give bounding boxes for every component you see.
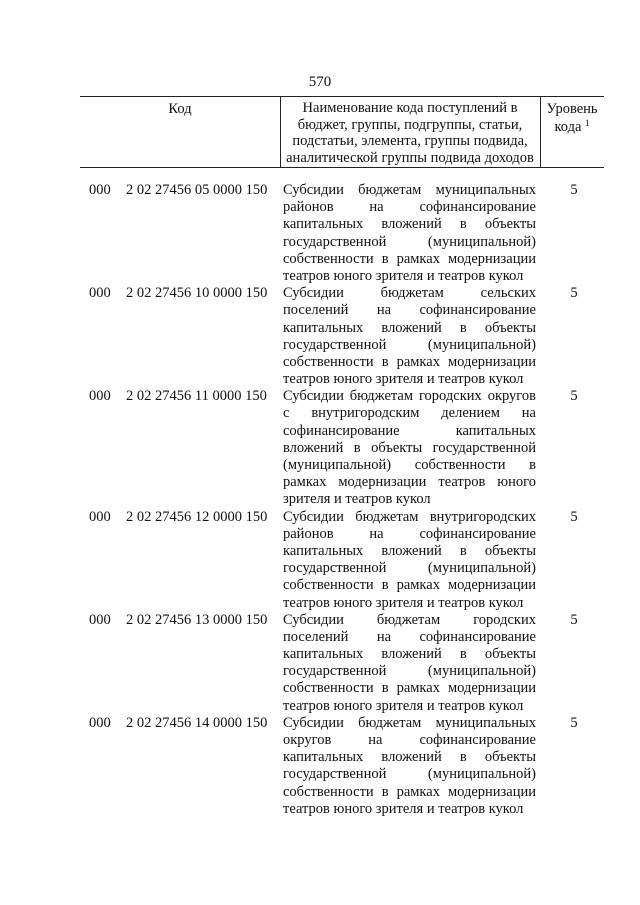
admin-code: 000 [89, 388, 111, 405]
header-name-line: подстатьи, элемента, группы подвида, [292, 133, 528, 149]
header-name-line: бюджет, группы, подгруппы, статьи, [297, 116, 523, 133]
description-line: капитальных вложений в объекты [283, 646, 536, 663]
description-line: капитальных вложений в объекты [283, 542, 536, 559]
description-line: районов на софинансирование [283, 199, 536, 216]
description-line: государственной (муниципальной) [283, 560, 536, 577]
description-line: поселений на софинансирование [283, 302, 536, 319]
description-line: капитальных вложений в объекты [283, 216, 536, 233]
description-line: государственной (муниципальной) [283, 663, 536, 680]
income-description [283, 509, 536, 612]
income-code: 2 02 27456 11 0000 150 [126, 388, 267, 405]
table-row [0, 715, 640, 818]
description-line: зрителя и театров кукол [283, 491, 431, 508]
description-line: Субсидии бюджетам городских [283, 611, 536, 628]
description-line: собственности в рамках модернизации [283, 577, 536, 594]
header-level [540, 100, 604, 136]
header-name-line: Наименование кода поступлений в [302, 100, 518, 116]
description-line: государственной (муниципальной) [283, 766, 536, 783]
description-line: собственности в рамках модернизации [283, 783, 536, 800]
code-level: 5 [570, 714, 578, 731]
income-code: 2 02 27456 10 0000 150 [126, 285, 268, 302]
table-header [80, 96, 604, 168]
description-line: собственности в рамках модернизации [283, 250, 536, 267]
admin-code: 000 [89, 508, 111, 525]
table-body [0, 182, 640, 818]
income-description [283, 182, 536, 285]
header-level-line1: Уровень [546, 101, 598, 117]
page-number: 570 [308, 74, 332, 90]
income-description [283, 715, 536, 818]
admin-code: 000 [89, 611, 111, 628]
description-line: театров юного зрителя и театров кукол [283, 800, 524, 817]
description-line: Субсидии бюджетам городских округов [283, 388, 536, 405]
income-code: 2 02 27456 14 0000 150 [126, 714, 268, 731]
description-line: районов на софинансирование [283, 525, 536, 542]
description-line: с внутригородским делением на [283, 405, 536, 422]
income-description [283, 612, 536, 715]
description-line: государственной (муниципальной) [283, 233, 536, 250]
income-description [283, 285, 536, 388]
description-line: собственности в рамках модернизации [283, 353, 536, 370]
income-code: 2 02 27456 13 0000 150 [126, 611, 268, 628]
header-name-line: аналитической группы подвида доходов [286, 149, 534, 166]
description-line: рамках модернизации театров юного [283, 474, 536, 491]
description-line: Субсидии бюджетам муниципальных [283, 714, 536, 731]
code-level: 5 [570, 388, 578, 405]
admin-code: 000 [89, 182, 111, 198]
description-line: (муниципальной) собственности в [283, 457, 536, 473]
description-line: капитальных вложений в объекты [283, 749, 536, 766]
header-level-footnote: 1 [585, 118, 590, 128]
admin-code: 000 [89, 714, 111, 731]
description-line: государственной (муниципальной) [283, 336, 536, 353]
income-code: 2 02 27456 05 0000 150 [126, 182, 268, 198]
description-line: театров юного зрителя и театров кукол [283, 697, 524, 714]
header-level-line2 [540, 118, 604, 136]
header-level-word: кода [554, 119, 582, 135]
code-level: 5 [570, 182, 578, 198]
description-line: Субсидии бюджетам внутригородских [283, 508, 536, 525]
description-line: округов на софинансирование [283, 732, 536, 748]
description-line: театров юного зрителя и театров кукол [283, 371, 524, 388]
header-name [280, 100, 540, 166]
description-line: собственности в рамках модернизации [283, 680, 536, 697]
income-code: 2 02 27456 12 0000 150 [126, 508, 268, 525]
description-line: театров юного зрителя и театров кукол [283, 267, 524, 284]
income-description [283, 388, 536, 508]
description-line: вложений в объекты государственной [283, 439, 536, 456]
table-row [0, 182, 640, 285]
description-line: поселений на софинансирование [283, 628, 536, 645]
description-line: Субсидии бюджетам муниципальных [283, 182, 536, 198]
description-line: софинансирование капитальных [283, 422, 536, 439]
code-level: 5 [570, 508, 578, 525]
description-line: Субсидии бюджетам сельских [283, 285, 536, 302]
table-row [0, 509, 640, 612]
table-row [0, 388, 640, 508]
table-row [0, 285, 640, 388]
description-line: театров юного зрителя и театров кукол [283, 594, 524, 611]
code-level: 5 [570, 285, 578, 302]
table-row [0, 612, 640, 715]
admin-code: 000 [89, 285, 111, 302]
code-level: 5 [570, 611, 578, 628]
description-line: капитальных вложений в объекты [283, 319, 536, 336]
header-code: Код [168, 101, 192, 117]
